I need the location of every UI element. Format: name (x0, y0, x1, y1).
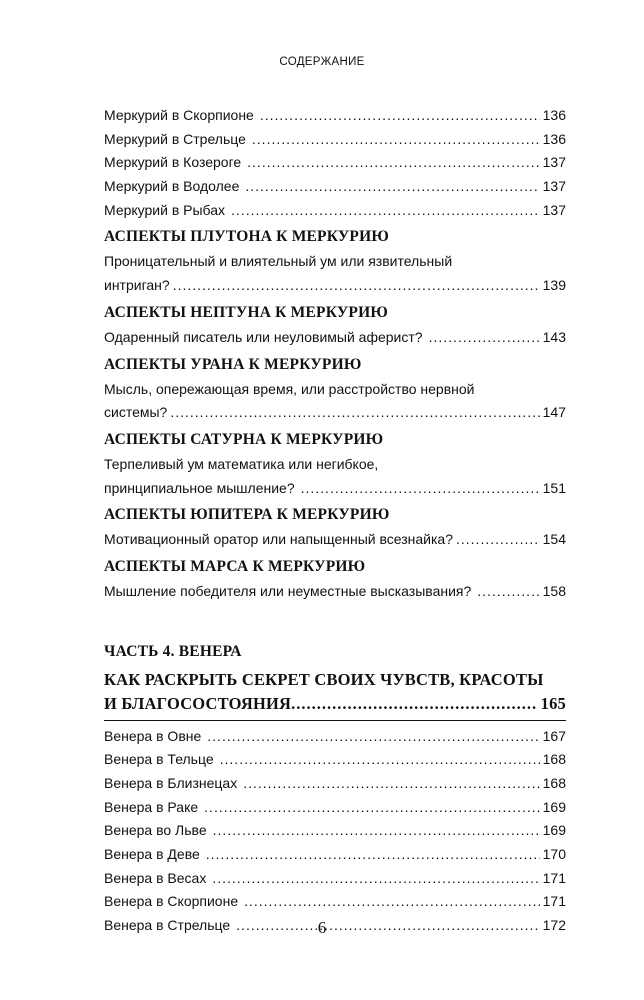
entry-title: Мышление победителя или неуместные высказывания? (104, 582, 472, 599)
entry-page: 168 (542, 751, 566, 768)
entry-page: 136 (542, 107, 566, 123)
toc-entry[interactable] (104, 748, 566, 772)
entry-title: Меркурий в Скорпионе (104, 107, 254, 123)
leader-dots (212, 867, 539, 891)
leader-dots (245, 175, 539, 199)
toc-entry[interactable] (104, 199, 566, 223)
entry-page: 172 (542, 917, 566, 934)
toc-entry[interactable] (104, 401, 566, 425)
toc-entry[interactable] (104, 528, 566, 552)
entry-title: Меркурий в Козероге (104, 154, 242, 171)
leader-dots (220, 748, 540, 772)
entry-page: 168 (542, 775, 566, 792)
toc-entry[interactable] (104, 843, 566, 867)
toc-entry[interactable] (104, 867, 566, 891)
leader-dots (247, 151, 539, 175)
section-heading: АСПЕКТЫ ЮПИТЕРА К МЕРКУРИЮ (104, 506, 390, 524)
divider (104, 720, 566, 721)
entry-title: Венера в Стрельце (104, 917, 231, 934)
section-heading: АСПЕКТЫ ПЛУТОНА К МЕРКУРИЮ (104, 228, 390, 246)
leader-dots (213, 819, 540, 843)
entry-title: интриган? (104, 277, 170, 294)
entry-title: Венера в Тельце (104, 751, 214, 768)
leader-dots (301, 477, 540, 501)
leader-dots (429, 326, 540, 350)
running-header: СОДЕРЖАНИЕ (279, 56, 365, 68)
leader-dots (260, 104, 540, 128)
entry-title: Венера в Деве (104, 846, 200, 863)
part-title[interactable] (104, 668, 566, 716)
part-label: ЧАСТЬ 4. ВЕНЕРА (104, 642, 242, 660)
toc-entry[interactable] (104, 104, 566, 128)
toc-entry[interactable] (104, 725, 566, 749)
toc-entry[interactable] (104, 796, 566, 820)
entry-page: 167 (542, 727, 566, 744)
entry-page: 137 (542, 201, 566, 218)
entry-title: Одаренный писатель или неуловимый аферист? (104, 328, 423, 345)
part-title-line: КАК РАСКРЫТЬ СЕКРЕТ СВОИХ ЧУВСТВ, КРАСОТЫ (104, 669, 544, 689)
entry-title: Венера в Скорпионе (104, 893, 239, 910)
toc-entry[interactable] (104, 175, 566, 199)
toc-entry[interactable] (104, 151, 566, 175)
entry-page: 151 (542, 479, 566, 496)
entry-title: Меркурий в Водолее (104, 178, 240, 195)
leader-dots (207, 725, 539, 749)
leader-dots (173, 274, 540, 298)
toc-entry[interactable] (104, 326, 566, 350)
entry-title: Меркурий в Стрельце (104, 130, 246, 147)
toc-entry[interactable] (104, 580, 566, 604)
entry-title-line: Мысль, опережающая время, или расстройство нервной (104, 380, 475, 397)
section-heading: АСПЕКТЫ УРАНА К МЕРКУРИЮ (104, 355, 362, 373)
entry-title: системы? (104, 404, 168, 421)
toc-entry[interactable] (104, 772, 566, 796)
toc-entry[interactable] (104, 890, 566, 914)
table-of-contents (104, 104, 566, 938)
entry-page: 139 (542, 277, 566, 294)
toc-entry[interactable] (104, 274, 566, 298)
toc-entry[interactable] (104, 128, 566, 152)
entry-title: принципиальное мышление? (104, 479, 295, 496)
entry-page: 143 (542, 328, 566, 345)
leader-dots (477, 580, 539, 604)
entry-page: 169 (542, 798, 566, 815)
leader-dots (456, 528, 540, 552)
entry-title: Венера в Раке (104, 798, 199, 815)
leader-dots (206, 843, 540, 867)
entry-title: Венера в Весах (104, 869, 207, 886)
entry-title: Мотивационный оратор или напыщенный всезнайка? (104, 531, 453, 548)
leader-dots (244, 890, 540, 914)
entry-page: 171 (542, 869, 566, 886)
entry-page: 165 (540, 693, 566, 713)
toc-entry[interactable] (104, 692, 566, 716)
entry-page: 170 (542, 846, 566, 863)
entry-title: Венера в Овне (104, 727, 202, 744)
entry-page: 158 (542, 582, 566, 599)
entry-title: Венера в Близнецах (104, 775, 238, 792)
leader-dots (204, 796, 539, 820)
section-heading: АСПЕКТЫ САТУРНА К МЕРКУРИЮ (104, 430, 384, 448)
toc-entry[interactable] (104, 819, 566, 843)
entry-page: 136 (542, 130, 566, 147)
leader-dots (291, 692, 537, 716)
entry-title-line: Проницательный и влиятельный ум или язвительный (104, 253, 453, 270)
entry-title: И БЛАГОСОСТОЯНИЯ (104, 693, 292, 713)
leader-dots (252, 128, 540, 152)
entry-page: 137 (542, 178, 566, 195)
leader-dots (243, 772, 539, 796)
entry-title: Меркурий в Рыбах (104, 201, 226, 218)
entry-title-line: Терпеливый ум математика или негибкое, (104, 455, 379, 472)
section-heading: АСПЕКТЫ МАРСА К МЕРКУРИЮ (104, 557, 366, 575)
entry-page: 137 (542, 154, 566, 171)
leader-dots (231, 199, 540, 223)
section-heading: АСПЕКТЫ НЕПТУНА К МЕРКУРИЮ (104, 303, 389, 321)
entry-page: 171 (542, 893, 566, 910)
entry-title: Венера во Льве (104, 822, 207, 839)
page-number: 6 (317, 918, 327, 937)
entry-page: 154 (542, 531, 566, 548)
entry-page: 169 (542, 822, 566, 839)
toc-entry[interactable] (104, 477, 566, 501)
entry-page: 147 (542, 404, 566, 421)
leader-dots (170, 401, 539, 425)
